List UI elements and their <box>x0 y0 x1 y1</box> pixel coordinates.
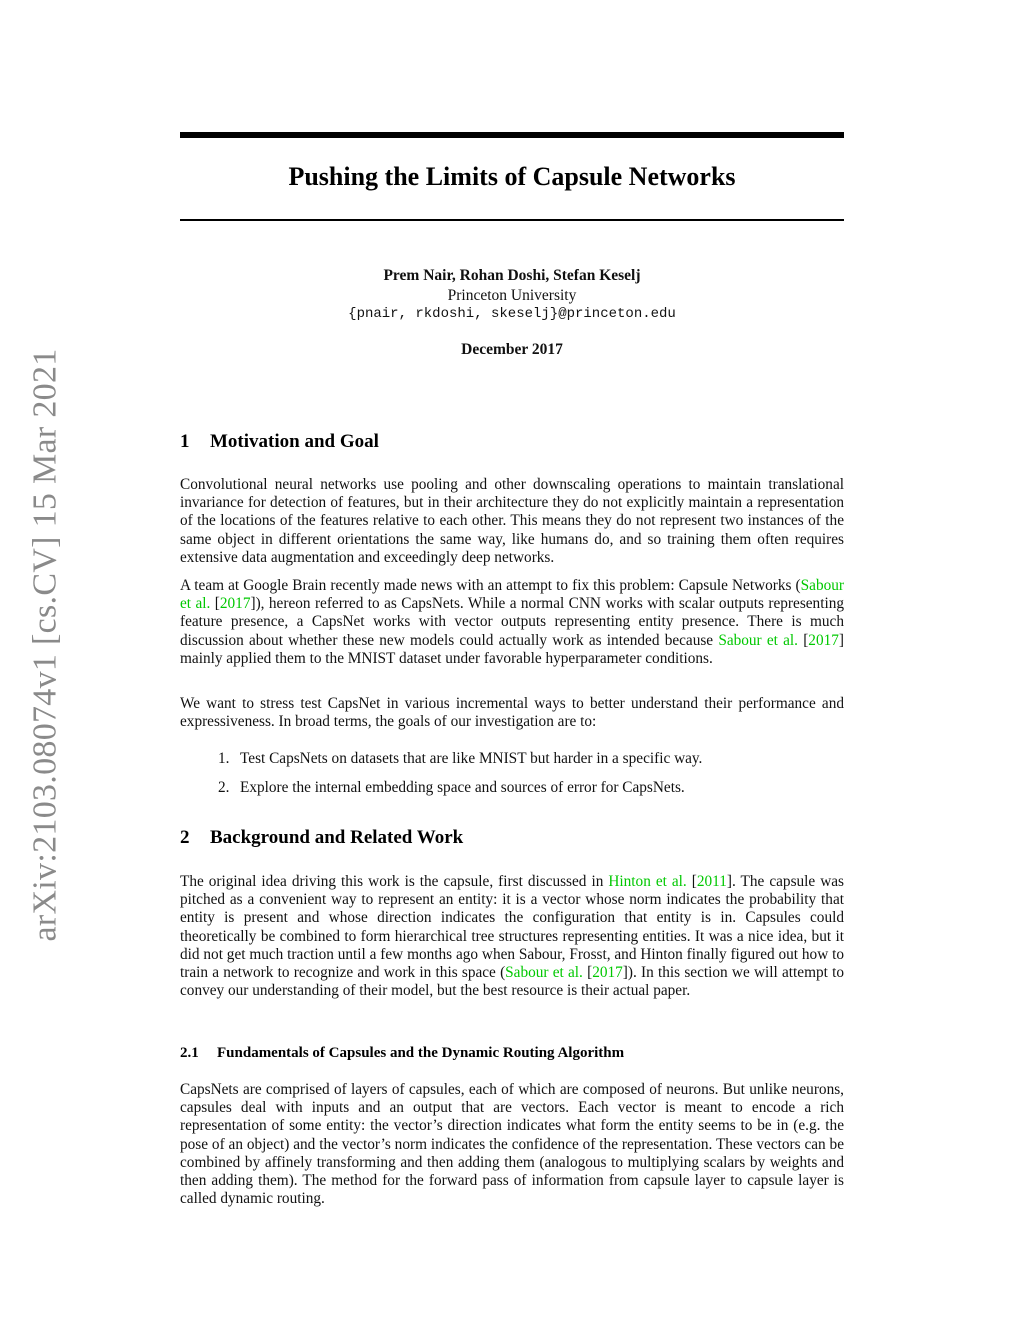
author-names: Prem Nair, Rohan Doshi, Stefan Keselj <box>383 267 641 284</box>
list-item: 2. Explore the internal embedding space and sources of error for CapsNets. <box>218 779 685 797</box>
citation-link[interactable]: Hinton et al. <box>608 873 687 890</box>
section-title: Background and Related Work <box>210 827 464 848</box>
citation-link[interactable]: Sabour et al. <box>505 964 583 982</box>
author-email: {pnair, rkdoshi, skeselj}@princeton.edu <box>348 306 676 322</box>
citation-link[interactable]: Sabour et al. <box>180 577 844 613</box>
arxiv-stamp-text: arXiv:2103.08074v1 [cs.CV] 15 Mar 2021 <box>27 348 65 942</box>
section-heading-2 <box>180 827 463 849</box>
subsection-heading-2-1 <box>180 1045 624 1062</box>
paragraph-motivation: Convolutional neural networks use pooling and other downscaling operations to maintain translational invariance for detection of features, but in their architecture they do not explicitly maintain a representation of the locations of the features relative to each other. This means they do not represent two instances of the same object in different orientations the same way, like humans do, and so training them often requires extensive data augmentation and exceedingly deep networks. <box>180 476 844 566</box>
title-rule-bottom <box>180 219 844 221</box>
subsection-number: 2.1 <box>180 1045 199 1061</box>
paragraph-capsules: CapsNets are comprised of layers of capsules, each of which are composed of neurons. But unlike neurons, capsules deal with inputs and an output that are vectors. Each vector is meant to encode a rich representation of some entity: the vector’s direction indicates what form the entity seems to be in (e.g. the pose of an object) and the vector’s norm indicates the confidence of the representation. These vectors can be combined by affinely transforming and then adding them (analogous to multiplying scalars by weights and then adding them). The method for the forward pass of information from capsule layer to capsule layer is called dynamic routing. <box>180 1081 844 1208</box>
section-heading-1 <box>180 431 379 453</box>
citation-year-link[interactable]: 2011 <box>696 873 727 890</box>
arxiv-stamp <box>20 350 72 940</box>
citation-year-link[interactable]: 2017 <box>219 595 251 613</box>
citation-year-link[interactable]: 2017 <box>808 631 839 649</box>
goals-list <box>180 750 844 808</box>
section-number: 2 <box>180 827 190 848</box>
citation-year-link[interactable]: 2017 <box>592 964 623 982</box>
paper-title: Pushing the Limits of Capsule Networks <box>288 162 736 191</box>
section-title: Motivation and Goal <box>210 431 379 452</box>
list-item: 1. Test CapsNets on datasets that are like MNIST but harder in a specific way. <box>218 750 703 767</box>
paragraph-goals-intro: We want to stress test CapsNet in various incremental ways to better understand their performance and expressiveness. In broad terms, the goals of our investigation are to: <box>180 695 844 731</box>
citation-link[interactable]: Sabour et al. <box>718 631 798 649</box>
paragraph-background: The original idea driving this work is the capsule, first discussed in Hinton et al. [2011]. The capsule was pitched as a convenient way to represent an entity: it is a vector whose norm indicates the probability that entity is present and whose direction indicates the configuration that entity is in. Capsules could theoretically be combined to form hierarchical tree structures representing entities. It was a nice idea, but it did not get much traction until a few months ago when Sabour, Frosst, and Hinton finally figured out how to train a network to recognize and work in this space (Sabour et al. [2017]). In this section we will attempt to convey our understanding of their model, but the best resource is their actual paper. <box>180 873 844 1000</box>
section-number: 1 <box>180 431 190 452</box>
affiliation: Princeton University <box>447 287 577 304</box>
paragraph-capsnet-intro: A team at Google Brain recently made news with an attempt to fix this problem: Capsule Networks (Sabour et al. [2017]), hereon referred to as CapsNets. While a normal CNN works with scalar outputs representing feature presence, a CapsNet works with vector outputs representing entity presence. There is much discussion about whether these new models could actually work as intended because Sabour et al. [2017] mainly applied them to the MNIST dataset under favorable hyperparameter conditions. <box>180 577 845 667</box>
subsection-title: Fundamentals of Capsules and the Dynamic Routing Algorithm <box>217 1045 625 1061</box>
paper-date: December 2017 <box>461 341 563 358</box>
title-rule-top <box>180 132 844 138</box>
author-block <box>180 266 844 324</box>
